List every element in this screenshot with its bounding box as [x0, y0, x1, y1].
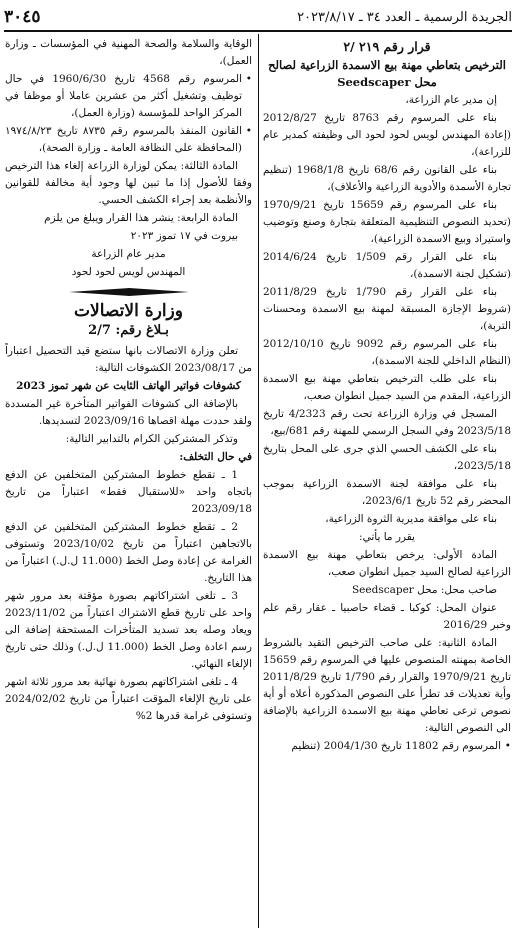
decree-title: قرار رقم ٢١٩ /٢ — [343, 39, 431, 54]
paragraph: بناء على طلب الترخيص بتعاطي مهنة بيع الاسمدة الزراعية، المقدم من السيد جميل انطوان صعب، — [263, 373, 511, 402]
article-two: المادة الثانية: على صاحب الترخيص التقيد بالشروط الخاصة بمهنته المنصوص عليها في المرسوم رقم 15659 تاريخ 1970/9/21 والقرار رقم 1/790 تاريخ 2011/8/29 وأية تعديلات قد تطرأ على النصوص المذكورة أعلاه أو أية نصوص ترعى تعاطي مهنة بيع الاسمدة الزراعية بالإضافة الى النصوص التالية: — [263, 637, 511, 734]
measure-item: 2 ـ تقطع خطوط المشتركين المتخلفين عن الدفع بالاتجاهين اعتباراً من تاريخ 2023/10/02 وتستوفى الغرامة عن إعادة وصل الخط (11.000 ل.ل.) اعتباراً من هذا التاريخ. — [5, 521, 252, 584]
paragraph: بالإضافة الى كشوفات الفواتير المتأخرة غير المسددة ولقد حددت مهلة اقصاها 2023/09/16 لتسديدها. — [5, 398, 252, 427]
default-heading: في حال التخلف: — [179, 451, 252, 463]
paragraph: وتذكر المشتركين الكرام بالتدابير التالية: — [65, 433, 238, 445]
list-item: • المرسوم رقم 4568 تاريخ 1960/6/30 في حال توظيف وتشغيل أكثر من عشرين عاملا أو موظفا في المركز الواحد للمؤسسة (وزارة العمل)، — [5, 71, 252, 122]
issue-line: الجريدة الرسمية ـ العدد ٣٤ ـ ٢٠٢٣/٨/١٧ — [297, 9, 512, 25]
paragraph: صاحب محل: محل Seedscaper — [351, 584, 497, 596]
section-divider — [5, 285, 252, 299]
column-divider — [258, 34, 259, 928]
paragraph: تعلن وزارة الاتصالات بانها ستضع قيد التحصيل اعتباراً من 2023/08/17 الكشوفات التالية: — [5, 345, 252, 374]
measure-item: 3 ـ تلغى اشتراكاتهم بصورة مؤقتة بعد مرور شهر واحد على تاريخ قطع الاشتراك اعتباراً من 2023/11/02 ويعاد وصله بعد تسديد المتأخرات المستحقة إضافة الى رسم اعادة وصل الخط (11.000 ل.ل.) وذلك حتى تاريخ الإلغاء النهائي. — [5, 590, 252, 670]
article-one: المادة الأولى: يرخص بتعاطي مهنة بيع الاسمدة الزراعية لصالح السيد جميل انطوان صعب، — [263, 549, 511, 578]
right-column — [263, 36, 511, 928]
paragraph: بناء على موافقة لجنة الاسمدة الزراعية بموجب المحضر رقم 52 تاريخ 2023/6/1، — [263, 478, 511, 507]
article-three: المادة الثالثة: يمكن لوزارة الزراعة إلغاء هذا الترخيص وفقا للأصول إذا ما تبين لها وجود أية مخالفة للقوانين والأنظمة بعد إجراء الكشف الحسي. — [5, 160, 252, 206]
paragraph: بناء على القرار رقم 1/790 تاريخ 2011/8/29 (شروط الإجازة المسبقة لمهنة بيع الاسمدة ومحسنات التربة)، — [263, 286, 511, 332]
paragraph: بناء على المرسوم رقم 9092 تاريخ 2012/10/10 (النظام الداخلي للجنة الاسمدة)، — [263, 338, 511, 367]
paragraph: عنوان المحل: كوكبا ـ قضاء حاصبيا ـ عقار رقم علم وخبر 2016/29 — [263, 602, 511, 631]
list-item: • المرسوم رقم 11802 تاريخ 2004/1/30 (تنظيم — [263, 738, 511, 755]
divider-ornament-icon — [69, 286, 189, 298]
paragraph: الوقاية والسلامة والصحة المهنية في المؤسسات ـ وزارة العمل)، — [5, 38, 252, 67]
signature-name: المهندس لويس لحود لحود — [71, 266, 186, 278]
paragraph: بناء على موافقة مديرية الثروة الزراعية، — [325, 513, 497, 525]
paragraph: بناء على الكشف الحسي الذي جرى على المحل بتاريخ 2023/5/18، — [263, 443, 511, 472]
list-item: • القانون المنفذ بالمرسوم رقم ٨٧٣٥ تاريخ ١٩٧٤/٨/٢٣ (المحافظة على النظافة العامة ـ وزارة الصحة)، — [5, 123, 252, 157]
statements-heading: كشوفات فواتير الهاتف الثابت عن شهر تموز 2023 — [16, 380, 241, 392]
paragraph: المسجل في وزارة الزراعة تحت رقم 4/2323 تاريخ 2023/5/18 وفي السجل الرسمي للمهنة رقم 681/بيع، — [263, 408, 511, 437]
paragraph: بناء على القانون رقم 68/6 تاريخ 1968/1/8 (تنظيم تجارة الأسمدة والأدوية الزراعية والأعلاف)، — [263, 164, 511, 193]
date-line: بيروت في ١٧ تموز ٢٠٢٣ — [130, 230, 238, 242]
header-rule — [4, 30, 512, 32]
signature-title: مدير عام الزراعة — [91, 248, 166, 260]
left-column — [5, 36, 252, 928]
article-four: المادة الرابعة: ينشر هذا القرار ويبلغ من يلزم — [44, 212, 238, 224]
ministry-title: وزارة الاتصالات — [74, 301, 183, 321]
notice-title: بـلاغ رقم: 2/7 — [88, 323, 169, 338]
paragraph: يقرر ما يأتي: — [359, 531, 415, 543]
paragraph: بناء على المرسوم رقم 8763 تاريخ 2012/8/27 (إعادة المهندس لويس لحود لحود الى وظيفته كمدير عام للزراعة)، — [263, 112, 511, 158]
paragraph: بناء على المرسوم رقم 15659 تاريخ 1970/9/21 (تحديد النصوص التنظيمية المتعلقة بتجارة وصنع وتوضيب واستيراد وبيع الاسمدة الزراعية)، — [263, 199, 511, 245]
measure-item: 4 ـ تلغى اشتراكاتهم بصورة نهائية بعد مرور ثلاثة اشهر على تاريخ الإلغاء المؤقت اعتباراً من تاريخ 2024/02/02 وتستوفى غرامة قدرها 2% — [5, 676, 252, 722]
paragraph: بناء على القرار رقم 1/509 تاريخ 2014/6/24 (تشكيل لجنة الاسمدة)، — [263, 251, 511, 280]
paragraph: إن مدير عام الزراعة، — [405, 94, 497, 106]
page-header — [4, 6, 512, 28]
measure-item: 1 ـ تقطع خطوط المشتركين المتخلفين عن الدفع باتجاه واحد «للاستقبال فقط» اعتباراً من تاريخ 2023/09/18 — [5, 469, 252, 515]
decree-subject: الترخيص بتعاطي مهنة بيع الاسمدة الزراعية لصالح محل Seedscaper — [268, 58, 506, 89]
page-number: ٣٠٤٥ — [4, 7, 41, 27]
